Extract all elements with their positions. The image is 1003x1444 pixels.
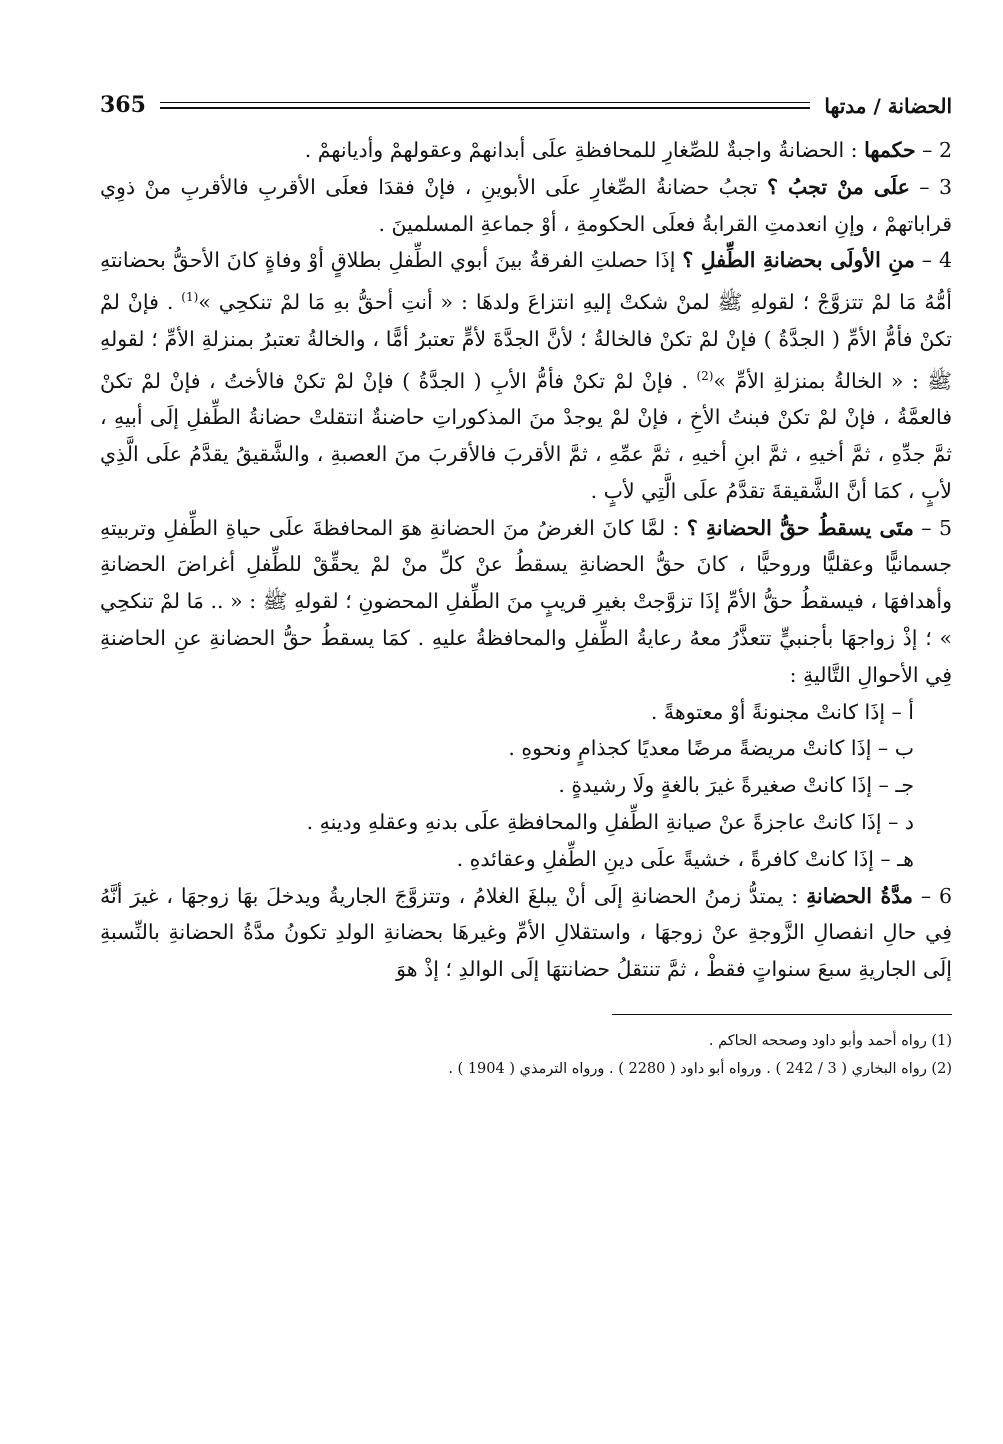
paragraph-text: . فإنْ لمْ تكنْ فأمُّ الأمِّ ( الجدَّةُ ) فإنْ لمْ تكنْ فالخالةُ ؛ لأنَّ الجدَّةَ لأمٍّ تعتبرُ أمًّا ، والخالةُ تعتبرُ بمنزلةِ الأمِّ ؛ لقولهِ ﷺ : « الخالةُ بمنزلةِ الأمِّ » xyxy=(100,290,952,393)
page-body xyxy=(100,132,952,988)
paragraph-text: : يمتدُّ زمنُ الحضانةِ إلَى أنْ يبلغَ الغلامُ ، وتتزوَّجَ الجاريةُ ويدخلَ بهَا زوجهَا ، غيرَ أنَّهُ فِي حالِ انفصالِ الزَّوجةِ عنْ زوجهَا ، واستقلالِ الأمِّ وغيرهَا بحضانةِ الولدِ تكونُ مدَّةُ الحضانةِ بالنِّسبةِ إلَى الجاريةِ سبعَ سنواتٍ فقطْ ، ثمَّ تنتقلُ حضانتهَا إلَى الوالدِ ؛ إذْ هوَ xyxy=(100,883,952,982)
paragraph-text: : الحضانةُ واجبةٌ للصِّغارِ للمحافظةِ علَى أبدانهمْ وعقولهمْ وأديانهمْ . xyxy=(304,138,865,162)
paragraph-4 xyxy=(100,242,952,509)
paragraph-number: 3 – xyxy=(909,174,952,199)
page-header xyxy=(100,82,952,118)
book-page xyxy=(100,82,952,1083)
footnotes xyxy=(100,1027,952,1083)
paragraph-number: 2 – xyxy=(915,138,952,162)
condition-item: أ – إذَا كانتْ مجنونةً أوْ معتوهةً . xyxy=(650,699,914,724)
paragraph-heading: منِ الأولَى بحضانةِ الطِّفلِ ؟ xyxy=(682,248,915,273)
paragraph-text: تجبُ حضانةُ الصِّغارِ علَى الأبوينِ ، فإنْ فقدَا فعلَى الأقربِ فالأقربِ منْ ذوِي قراباتهمْ ، وإنِ انعدمتِ القرابةُ فعلَى الحكومةِ ، أوْ جماعةِ المسلمينَ . xyxy=(100,174,952,236)
paragraph-text: : لمَّا كانَ الغرضُ منَ الحضانةِ هوَ المحافظةَ علَى حياةِ الطِّفلِ وتربيتهِ جسمانيًّا وعقليًّا وروحيًّا ، كانَ حقُّ الحضانةِ يسقطُ عنْ كلِّ منْ لمْ يحقِّقْ للطِّفلِ أغراضَ الحضانةِ وأهدافهَا ، فيسقطُ حقُّ الأمِّ إذَا تزوَّجتْ بغيرِ قريبٍ منَ الطِّفلِ المحضونِ ؛ لقولهِ ﷺ : « .. مَا لمْ تنكحِي » ؛ إذْ زواجهَا بأجنبيٍّ تتعذَّرُ معهُ رعايةُ الطِّفلِ والمحافظةُ عليهِ . كمَا يسقطُ حقُّ الحضانةِ عنِ الحاضنةِ فِي الأحوالِ التَّاليةِ : xyxy=(100,515,952,687)
condition-item: ب – إذَا كانتْ مريضةً مرضًا معديًا كجذامٍ ونحوهِ . xyxy=(508,736,914,761)
page-number: 365 xyxy=(100,92,146,118)
footnote-ref-1[interactable]: (1) xyxy=(181,290,199,305)
footnote-ref-2[interactable]: (2) xyxy=(696,368,714,383)
paragraph-6 xyxy=(100,878,952,988)
footnote-separator xyxy=(612,1014,952,1015)
paragraph-3 xyxy=(100,169,952,243)
paragraph-number: 5 – xyxy=(913,515,952,540)
footnote-1: (1) رواه أحمد وأبو داود وصححه الحاكم . xyxy=(708,1032,952,1049)
paragraph-heading: متَى يسقطُ حقُّ الحضانةِ ؟ xyxy=(686,515,914,540)
paragraph-text: . فإنْ لمْ تكنْ فأمُّ الأبِ ( الجدَّةُ ) فإنْ لمْ تكنْ فالأختُ ، فإنْ لمْ تكنْ فالعمَّةُ ، فإنْ لمْ تكنْ فبنتُ الأخِ ، فإنْ لمْ يوجدْ منَ المذكوراتِ حاضنةٌ انتقلتْ حضانةُ الطِّفلِ إلَى أبيهِ ، ثمَّ جدِّهِ ، ثمَّ أخيهِ ، ثمَّ ابنِ أخيهِ ، ثمَّ عمِّهِ ، ثمَّ الأقربَ فالأقربَ منَ العصبةِ ، والشَّقيقُ يقدَّمُ علَى الَّذِي لأبٍ ، كمَا أنَّ الشَّقيقةَ تقدَّمُ علَى الَّتِي لأبٍ . xyxy=(100,368,952,503)
paragraph-2 xyxy=(100,132,952,169)
paragraph-heading: علَى منْ تجبُ ؟ xyxy=(767,174,910,199)
condition-item: جـ – إذَا كانتْ صغيرةً غيرَ بالغةٍ ولَا رشيدةٍ . xyxy=(558,773,914,798)
footnote-2: (2) رواه البخاري ( 3 / 242 ) . ورواه أبو داود ( 2280 ) . ورواه الترمذي ( 1904 ) . xyxy=(448,1060,952,1077)
header-rule xyxy=(160,102,810,109)
paragraph-number: 4 – xyxy=(914,248,952,273)
condition-item: د – إذَا كانتْ عاجزةً عنْ صيانةِ الطِّفلِ والمحافظةِ علَى بدنهِ وعقلهِ ودينهِ . xyxy=(306,810,914,834)
paragraph-number: 6 – xyxy=(912,883,952,908)
paragraph-heading: مدَّةُ الحضانةِ xyxy=(806,883,913,908)
running-title: الحضانة / مدتها xyxy=(824,94,952,118)
paragraph-text: إذَا حصلتِ الفرقةُ بينَ أبوي الطِّفلِ بطلاقٍ أوْ وفاةٍ كانَ الأحقُّ بحضانتهِ أمُّهُ مَا لمْ تتزوَّجْ ؛ لقولهِ ﷺ لمنْ شكتْ إليهِ انتزاعَ ولدهَا : « أنتِ أحقُّ بهِ مَا لمْ تنكحِي » xyxy=(100,248,952,315)
paragraph-heading: حكمها xyxy=(864,138,916,162)
condition-item: هـ – إذَا كانتْ كافرةً ، خشيةً علَى دينِ الطِّفلِ وعقائدهِ . xyxy=(456,846,914,871)
paragraph-5 xyxy=(100,510,952,694)
